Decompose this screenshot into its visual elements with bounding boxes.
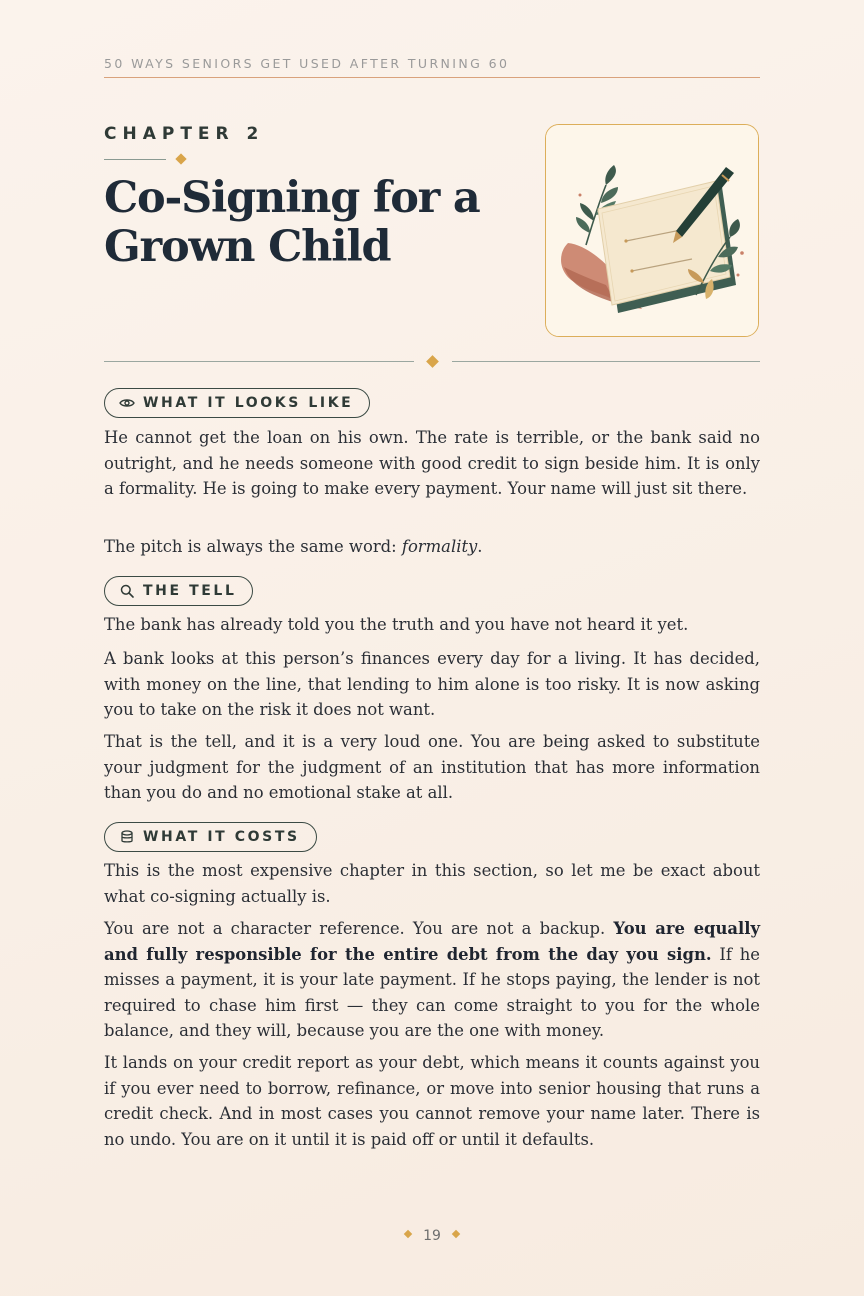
paragraph: A bank looks at this person’s finances every day for a living. It has decided, with money on the line, that lending to him alone is too risky. It is now asking you to take on the risk it does not want. <box>104 649 760 719</box>
page-number: 19 <box>423 1228 441 1244</box>
header-rule <box>104 77 760 78</box>
paragraph: You are not a character reference. You are not a backup. You are equally and fully responsible for the entire debt from the day you sign. If he misses a payment, it is your late payment. If he stops paying, the lender is not required to chase him first — they can come straight to you for the whole balance, and they will, because you are the one with money. <box>104 919 761 1040</box>
section-heading-label: THE TELL <box>143 583 237 599</box>
page-footer <box>0 1228 864 1244</box>
chapter-title: Co-Signing for a Grown Child <box>104 173 480 272</box>
paragraph: It lands on your credit report as your debt, which means it counts against you if you ever need to borrow, refinance, or move into senior housing that runs a credit check. And in most cases you cannot remove your name later. There is no undo. You are on it until it is paid off or until it defaults. <box>104 1053 760 1149</box>
signing-document-illustration <box>545 124 759 337</box>
database-icon <box>119 829 135 845</box>
eye-icon <box>119 395 135 411</box>
search-icon <box>119 583 135 599</box>
running-header: 50 WAYS SENIORS GET USED AFTER TURNING 60 <box>104 56 510 71</box>
section-heading-what-it-costs <box>104 822 317 852</box>
section-divider-diamond <box>426 355 439 368</box>
footer-diamond-right <box>452 1230 460 1238</box>
section-heading-what-it-looks-like <box>104 388 370 418</box>
section-divider-left <box>104 361 414 362</box>
paragraph: This is the most expensive chapter in this section, so let me be exact about what co-signing actually is. <box>104 861 760 906</box>
paragraph: The bank has already told you the truth and you have not heard it yet. <box>104 615 689 634</box>
emphasis: formality <box>401 537 478 556</box>
paragraph: He cannot get the loan on his own. The rate is terrible, or the bank said no outright, and he needs someone with good credit to sign beside him. It is only a formality. He is going to make every payment. Your name will just sit there. <box>104 428 760 498</box>
chapter-diamond-ornament <box>175 153 186 164</box>
chapter-label: CHAPTER 2 <box>104 124 265 144</box>
section-heading-label: WHAT IT LOOKS LIKE <box>143 395 354 411</box>
chapter-rule <box>104 159 166 160</box>
section-heading-the-tell <box>104 576 253 606</box>
section-heading-label: WHAT IT COSTS <box>143 829 300 845</box>
footer-diamond-left <box>404 1230 412 1238</box>
paragraph: That is the tell, and it is a very loud one. You are being asked to substitute your judgment for the judgment of an institution that has more information than you do and no emotional stake at all. <box>104 732 760 802</box>
section-divider-right <box>452 361 760 362</box>
bold-emphasis: You are equally and fully responsible for the entire debt from the day you sign. <box>104 919 761 964</box>
paragraph: The pitch is always the same word: formality. <box>104 537 483 556</box>
